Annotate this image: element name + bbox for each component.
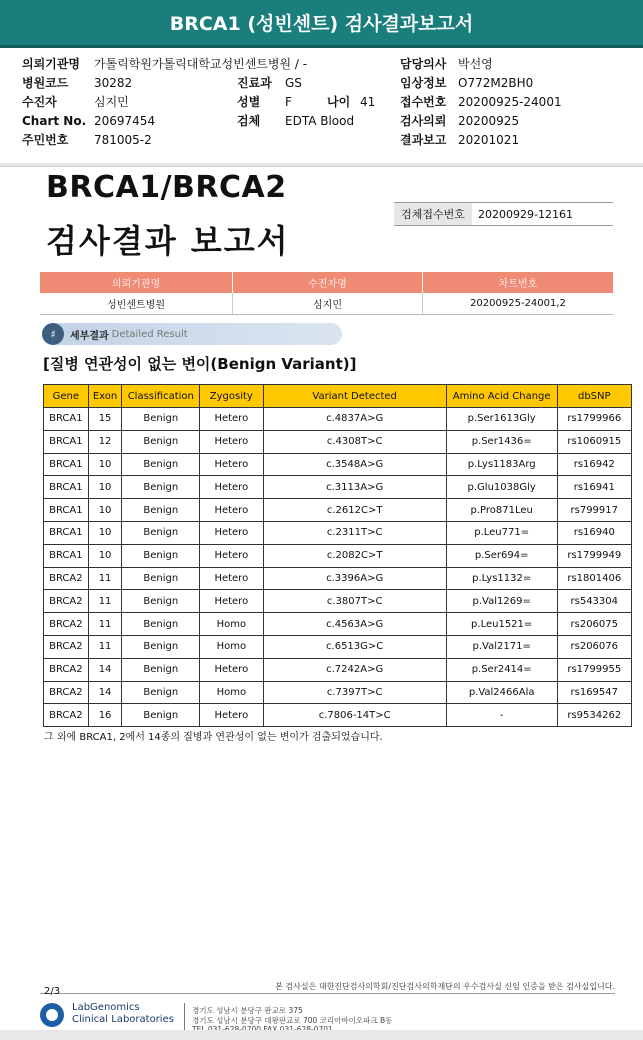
table-cell: Hetero (200, 521, 263, 544)
table-cell: Benign (122, 613, 200, 636)
table-cell: Benign (122, 430, 200, 453)
table-cell: rs1060915 (557, 430, 631, 453)
table-cell: BRCA2 (44, 590, 89, 613)
table-cell: c.3807T>C (263, 590, 446, 613)
table-cell: rs169547 (557, 681, 631, 704)
header-field-label: 성별 (237, 95, 261, 109)
table-row (44, 544, 632, 567)
table-cell: c.3396A>G (263, 567, 446, 590)
header-field-value: 20200925 (458, 114, 520, 128)
address-line: 경기도 성남시 분당구 판교로 375 (192, 1006, 303, 1015)
table-cell: 10 (88, 476, 122, 499)
header-field (237, 93, 292, 112)
table-cell: 14 (88, 681, 122, 704)
table-cell: BRCA1 (44, 544, 89, 567)
table-cell: rs799917 (557, 499, 631, 522)
table-cell: 11 (88, 590, 122, 613)
table-cell: BRCA1 (44, 499, 89, 522)
table-cell: Hetero (200, 567, 263, 590)
table-cell: c.7806-14T>C (263, 704, 446, 727)
table-cell: Benign (122, 567, 200, 590)
table-cell: c.3113A>G (263, 476, 446, 499)
header-field (22, 112, 155, 131)
table-cell: BRCA1 (44, 430, 89, 453)
ribbon-icon: ♯ (42, 323, 64, 345)
table-cell: BRCA2 (44, 613, 89, 636)
table-row (44, 590, 632, 613)
table-cell: Hetero (200, 590, 263, 613)
table-cell: rs16941 (557, 476, 631, 499)
header-field-value: 30282 (94, 76, 133, 90)
table-cell: BRCA1 (44, 521, 89, 544)
table-row (44, 499, 632, 522)
table-row (44, 430, 632, 453)
column-header: dbSNP (557, 385, 631, 408)
table-cell: 11 (88, 635, 122, 658)
table-row (44, 635, 632, 658)
table-cell: p.Lys1132= (446, 567, 557, 590)
table-cell: p.Ser1436= (446, 430, 557, 453)
table-cell: Benign (122, 408, 200, 431)
detail-label-kr: 세부결과 (70, 330, 109, 342)
table-cell: c.3548A>G (263, 453, 446, 476)
detail-label-en: Detailed Result (111, 328, 188, 340)
table-cell: Benign (122, 453, 200, 476)
table-cell: p.Glu1038Gly (446, 476, 557, 499)
variant-note: 그 외에 BRCA1, 2에서 14종의 질병과 연관성이 없는 변이가 검출되었습니다. (44, 732, 383, 743)
lab-name: LabGenomics (72, 1002, 140, 1013)
table-cell: BRCA1 (44, 476, 89, 499)
header-field (400, 74, 533, 93)
certification-text: 본 검사실은 대한진단검사의학회/진단검사의학재단의 우수검사실 신임 인증을 받은 검사실입니다. (275, 982, 615, 991)
table-cell: 12 (88, 430, 122, 453)
table-cell: rs1799966 (557, 408, 631, 431)
info-cell: 성빈센트병원 (40, 293, 233, 315)
page-bottom-band (0, 1030, 643, 1040)
table-cell: Homo (200, 681, 263, 704)
header-field-value: O772M2BH0 (458, 76, 534, 90)
table-cell: BRCA2 (44, 658, 89, 681)
table-cell: 10 (88, 453, 122, 476)
table-cell: 11 (88, 567, 122, 590)
column-header: Zygosity (200, 385, 263, 408)
header-field-label: 주민번호 (22, 133, 69, 147)
table-cell: p.Ser2414= (446, 658, 557, 681)
info-cell: 20200925-24001,2 (423, 293, 614, 315)
table-cell: p.Val2171= (446, 635, 557, 658)
header-field (400, 131, 519, 150)
table-row (44, 408, 632, 431)
table-cell: p.Lys1183Arg (446, 453, 557, 476)
header-field-label: 의뢰기관명 (22, 57, 80, 71)
table-cell: Benign (122, 635, 200, 658)
column-header: Gene (44, 385, 89, 408)
table-cell: rs206075 (557, 613, 631, 636)
table-row (44, 613, 632, 636)
accession-box (394, 202, 613, 226)
header-field (237, 112, 354, 131)
accession-label: 검체접수번호 (394, 203, 472, 225)
info-header: 의뢰기관명 (40, 272, 233, 293)
table-cell: rs16940 (557, 521, 631, 544)
table-cell: BRCA1 (44, 408, 89, 431)
table-cell: 16 (88, 704, 122, 727)
table-cell: 10 (88, 521, 122, 544)
table-cell: c.2311T>C (263, 521, 446, 544)
table-cell: Homo (200, 635, 263, 658)
column-header: Classification (122, 385, 200, 408)
table-cell: Hetero (200, 408, 263, 431)
table-cell: Hetero (200, 476, 263, 499)
report-title-genes: BRCA1/BRCA2 (46, 170, 287, 205)
report-banner: BRCA1 (성빈센트) 검사결과보고서 (0, 0, 643, 48)
table-cell: Benign (122, 658, 200, 681)
table-cell: Homo (200, 613, 263, 636)
table-cell: Hetero (200, 544, 263, 567)
table-row (44, 476, 632, 499)
info-header: 수진자명 (233, 272, 423, 293)
table-cell: p.Pro871Leu (446, 499, 557, 522)
variant-table (43, 384, 632, 727)
table-cell: rs206076 (557, 635, 631, 658)
header-field-value: 20200925-24001 (458, 95, 562, 109)
header-field-label: 검체 (237, 114, 261, 128)
table-cell: rs1801406 (557, 567, 631, 590)
header-field-label: 병원코드 (22, 76, 69, 90)
accession-value: 20200929-12161 (478, 207, 573, 221)
table-cell: 11 (88, 613, 122, 636)
table-cell: rs9534262 (557, 704, 631, 727)
header-field-value: 가톨릭학원가톨릭대학교성빈센트병원 / - (94, 57, 308, 71)
table-row (44, 704, 632, 727)
table-cell: Hetero (200, 430, 263, 453)
table-cell: p.Leu1521= (446, 613, 557, 636)
age-field: 나이 41 (327, 95, 376, 109)
header-field-value: GS (285, 76, 302, 90)
table-cell: c.7242A>G (263, 658, 446, 681)
header-field-value: F (285, 95, 292, 109)
table-cell: Hetero (200, 499, 263, 522)
header-field-value: EDTA Blood (285, 114, 355, 128)
header-field (22, 131, 152, 150)
table-cell: c.2612C>T (263, 499, 446, 522)
header-field (400, 112, 519, 131)
table-cell: Hetero (200, 704, 263, 727)
table-cell: rs1799955 (557, 658, 631, 681)
header-field-label: 진료과 (237, 76, 272, 90)
table-cell: Benign (122, 681, 200, 704)
table-cell: BRCA2 (44, 681, 89, 704)
header-field-value: 박선영 (458, 57, 493, 71)
info-cell: 심지민 (233, 293, 423, 315)
table-cell: Benign (122, 476, 200, 499)
table-cell: c.7397T>C (263, 681, 446, 704)
table-row (44, 681, 632, 704)
table-cell: c.6513G>C (263, 635, 446, 658)
section-title: [질병 연관성이 없는 변이(Benign Variant)] (43, 355, 357, 373)
header-field (22, 74, 132, 93)
header-field (22, 55, 307, 74)
table-cell: Benign (122, 499, 200, 522)
column-header: Exon (88, 385, 122, 408)
header-field (237, 74, 302, 93)
report-title: 검사결과 보고서 (46, 222, 290, 260)
labgenomics-logo-icon (40, 1003, 64, 1027)
header-separator-line (0, 166, 643, 167)
detailed-result-label (42, 323, 342, 345)
table-cell: rs1799949 (557, 544, 631, 567)
table-row (44, 453, 632, 476)
table-cell: Hetero (200, 453, 263, 476)
footer-divider (40, 993, 615, 994)
header-field-value: 20697454 (94, 114, 156, 128)
header-field-label: 임상정보 (400, 76, 447, 90)
table-cell: c.4308T>C (263, 430, 446, 453)
table-cell: p.Ser1613Gly (446, 408, 557, 431)
table-cell: c.2082C>T (263, 544, 446, 567)
column-header: Variant Detected (263, 385, 446, 408)
table-cell: p.Val1269= (446, 590, 557, 613)
header-field (22, 93, 129, 112)
patient-info-table (40, 272, 613, 315)
table-cell: p.Leu771= (446, 521, 557, 544)
table-cell: c.4837A>G (263, 408, 446, 431)
table-cell: BRCA2 (44, 567, 89, 590)
info-header: 차트번호 (423, 272, 614, 293)
table-row (44, 567, 632, 590)
table-cell: BRCA1 (44, 453, 89, 476)
table-cell: BRCA2 (44, 704, 89, 727)
table-cell: p.Ser694= (446, 544, 557, 567)
header-field-label: 수진자 (22, 95, 57, 109)
header-field-value: 781005-2 (94, 133, 152, 147)
page-number: 2/3 (44, 986, 61, 997)
header-field-value: 심지민 (94, 95, 129, 109)
address-line: 경기도 성남시 분당구 대왕판교로 700 코리아바이오파크 B동 (192, 1016, 393, 1025)
table-cell: Hetero (200, 658, 263, 681)
header-field-label: Chart No. (22, 114, 87, 128)
table-cell: BRCA2 (44, 635, 89, 658)
header-field-label: 결과보고 (400, 133, 447, 147)
table-cell: - (446, 704, 557, 727)
footer-vertical-divider (184, 1003, 185, 1033)
table-cell: Benign (122, 521, 200, 544)
header-field-value: 20201021 (458, 133, 520, 147)
table-cell: 15 (88, 408, 122, 431)
table-cell: Benign (122, 704, 200, 727)
table-cell: rs16942 (557, 453, 631, 476)
header-field-label: 담당의사 (400, 57, 447, 71)
table-cell: 14 (88, 658, 122, 681)
header-field (400, 55, 493, 74)
table-cell: 10 (88, 499, 122, 522)
header-field (400, 93, 562, 112)
header-field-label: 검사의뢰 (400, 114, 447, 128)
table-cell: 10 (88, 544, 122, 567)
column-header: Amino Acid Change (446, 385, 557, 408)
header-field-label: 접수번호 (400, 95, 447, 109)
lab-subtitle: Clinical Laboratories (72, 1014, 174, 1025)
table-row (44, 658, 632, 681)
table-cell: c.4563A>G (263, 613, 446, 636)
table-cell: rs543304 (557, 590, 631, 613)
table-cell: p.Val2466Ala (446, 681, 557, 704)
table-cell: Benign (122, 590, 200, 613)
table-row (44, 521, 632, 544)
table-cell: Benign (122, 544, 200, 567)
